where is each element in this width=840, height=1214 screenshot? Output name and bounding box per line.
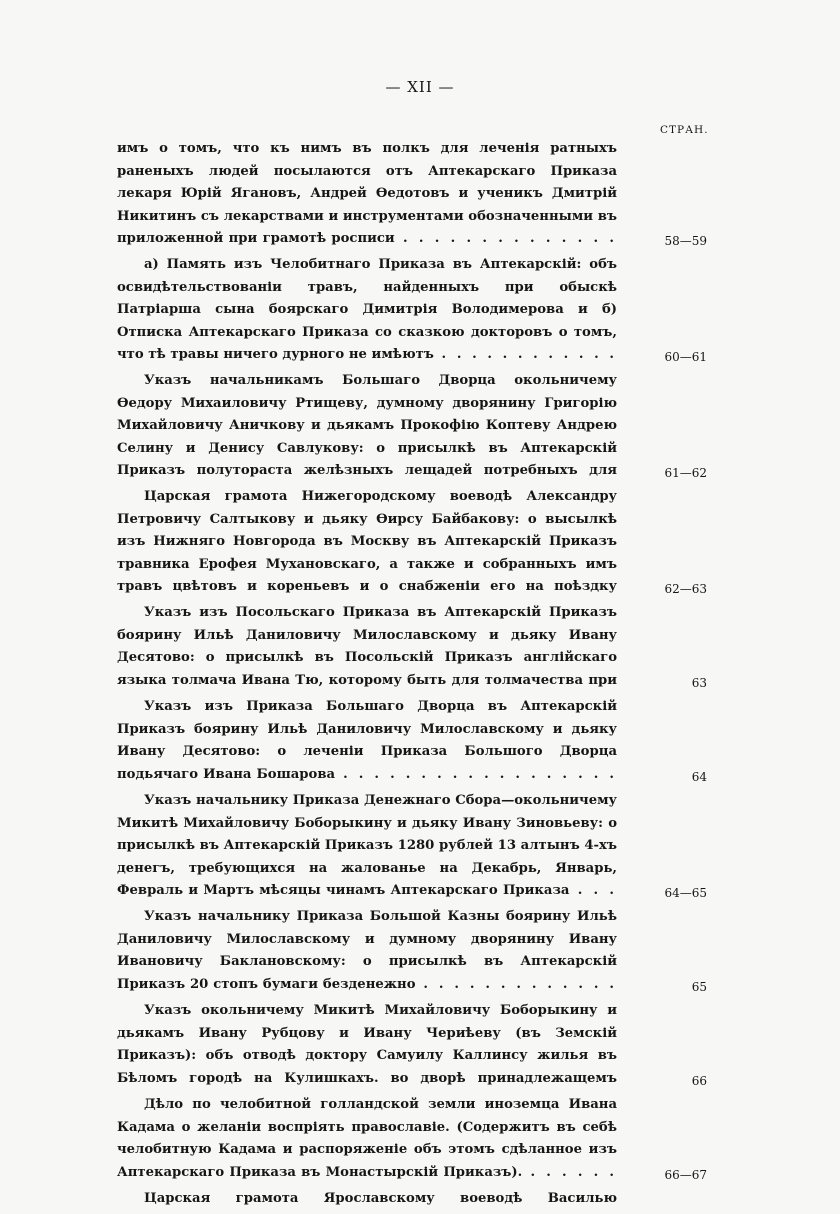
entry-pages: 64 <box>691 769 707 784</box>
entry-text: Царская грамота Нижегородскому воеводѣ Александру Петровичу Салтыкову и дьяку Өирсу Байбакову: о высылкѣ изъ Нижняго Новгорода въ Москву въ Аптекарскій Приказъ травника Ерофея Мухановскаго, а также и собранныхъ имъ травъ цвѣтовъ и кореньевъ и о снабженіи его на поѣздку . . . <box>117 486 617 598</box>
entry-text: Указъ изъ Посольскаго Приказа въ Аптекарскій Приказъ боярину Ильѣ Даниловичу Милославскому и дьяку Ивану Десятово: о присылкѣ въ Посольскій Приказъ англійскаго языка толмача Ивана Тю, которому быть для толмачества при . . . <box>117 602 617 692</box>
toc-entry <box>117 1094 707 1186</box>
entry-text: Указъ изъ Приказа Большаго Дворца въ Аптекарскій Приказъ боярину Ильѣ Даниловичу Милославскому и дьяку Ивану Десятово: о леченіи Приказа Большого Дворца подьячаго Ивана Бошарова . . . <box>117 696 617 786</box>
toc-entry <box>117 486 707 600</box>
entry-pages: 60—61 <box>664 349 707 364</box>
toc-entries <box>117 138 707 1214</box>
pages-column-label: СТРАН. <box>660 124 709 136</box>
entry-text: Указъ окольничему Микитѣ Михайловичу Боборыкину и дьякамъ Ивану Рубцову и Ивану Чериѣеву (въ Земскій Приказъ): объ отводѣ доктору Самуилу Каллинсу жилья въ Бѣломъ городѣ на Кулишкахъ. во дворѣ принадлежащемъ . . . <box>117 1000 617 1090</box>
toc-entry <box>117 1000 707 1092</box>
toc-entry <box>117 370 707 484</box>
entry-text: Указъ начальнику Приказа Денежнаго Сбора—окольничему Микитѣ Михайловичу Боборыкину и дьяку Ивану Зиновьеву: о присылкѣ въ Аптекарскій Приказъ 1280 рублей 13 алтынъ 4-хъ денегъ, требующихся на жалованье на Декабрь, Январь, Февраль и Мартъ мѣсяцы чинамъ Аптекарскаго Приказа . . . <box>117 790 617 902</box>
entry-text: Указъ начальникамъ Большаго Дворца окольничему Өедору Михаиловичу Ртищеву, думному дворянину Григорію Михайловичу Аничкову и дьякамъ Прокофію Коптеву Андрею Селину и Денису Савлукову: о присылкѣ въ Аптекарскій Приказъ полутораста желѣзныхъ лещадей потребныхъ для . . . <box>117 370 617 482</box>
entry-pages: 66—67 <box>664 1167 707 1182</box>
entry-pages: 63 <box>691 675 707 690</box>
entry-pages: 66 <box>691 1073 707 1088</box>
toc-entry <box>117 1188 617 1212</box>
entry-pages: 62—63 <box>664 581 707 596</box>
toc-entry <box>117 254 707 368</box>
entry-text: а) Память изъ Челобитнаго Приказа въ Аптекарскій: объ освидѣтельствованіи травъ, найденныхъ при обыскѣ Патріарша сына боярскаго Димитрія Володимерова и б) Отписка Аптекарскаго Приказа со сказкою докторовъ о томъ, что тѣ травы ничего дурного не имѣютъ . . . <box>117 254 617 366</box>
entry-pages: 64—65 <box>664 885 707 900</box>
entry-text: Царская грамота Ярославскому воеводѣ Василью . . . <box>117 1188 617 1210</box>
entry-text: Указъ начальнику Приказа Большой Казны боярину Ильѣ Даниловичу Милославскому и думному дворянину Ивану Ивановичу Баклановскому: о присылкѣ въ Аптекарскій Приказъ 20 стопъ бумаги безденежно . . . <box>117 906 617 996</box>
entry-pages: 58—59 <box>664 233 707 248</box>
entry-pages: 61—62 <box>664 465 707 480</box>
entry-pages: 65 <box>691 979 707 994</box>
toc-entry <box>117 906 707 998</box>
toc-entry <box>117 696 707 788</box>
entry-text: Дѣло по челобитной голландской земли иноземца Ивана Кадама о желаніи воспріять православіе. (Содержитъ въ себѣ челобитную Кадама и распоряженіе объ этомъ сдѣланное изъ Аптекарскаго Приказа въ Монастырскій Приказъ). . . . <box>117 1094 617 1184</box>
toc-entry <box>117 138 707 252</box>
page-number: — XII — <box>385 78 455 96</box>
toc-entry <box>117 790 707 904</box>
entry-text: имъ о томъ, что къ нимъ въ полкъ для леченія ратныхъ раненыхъ людей посылаются отъ Аптекарскаго Приказа лекаря Юрій Ягановъ, Андрей Өедотовъ и ученикъ Дмитрій Никитинъ съ лекарствами и инструментами обозначенными въ приложенной при грамотѣ росписи . . . <box>117 138 617 250</box>
toc-entry <box>117 602 707 694</box>
